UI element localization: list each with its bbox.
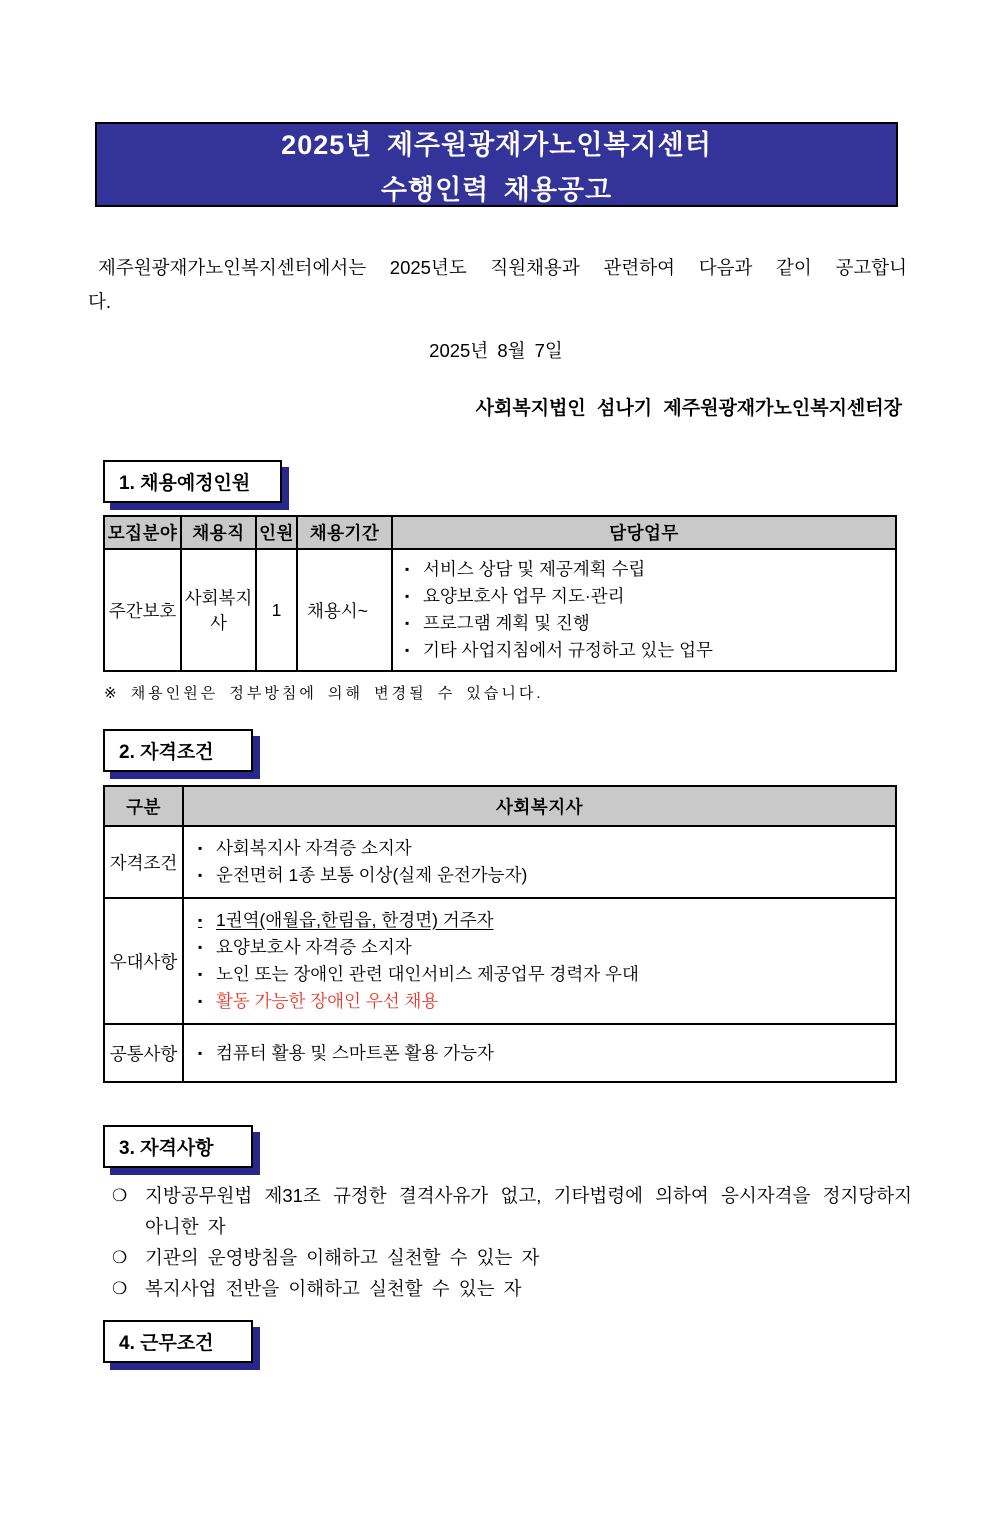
recruit-table-header-row [104,516,896,549]
qual-item-text: 1권역(애월읍,한림읍, 한경면) 거주자 [216,910,494,930]
circle-bullet-icon: ❍ [112,1186,128,1205]
eligibility-text: 복지사업 전반을 이해하고 실천할 수 있는 자 [145,1278,522,1299]
qualification-table [103,785,897,1083]
title-banner [95,122,898,207]
eligibility-list [112,1180,912,1304]
document-page [0,122,992,1525]
square-bullet-icon: ▪ [198,868,203,882]
col-header-count: 인원 [256,516,297,549]
qual-item [194,835,891,862]
intro-line-2: 다. [88,291,112,312]
row-label: 공통사항 [104,1024,183,1082]
circle-bullet-icon: ❍ [112,1248,128,1267]
qual-item [194,961,891,988]
intro-line-1: 제주원광재가노인복지센터에서는 2025년도 직원채용과 관련하여 다음과 같이 공고합니 [98,257,907,278]
square-bullet-icon: ▪ [198,940,203,954]
eligibility-item [112,1180,912,1242]
square-bullet-icon: ▪ [198,994,203,1008]
col-header-social-worker: 사회복지사 [183,786,896,826]
recruit-table-row [104,549,896,671]
col-header-period: 채용기간 [297,516,392,549]
title-line-2: 수행인력 채용공고 [380,174,613,205]
qual-item-highlighted [194,988,891,1015]
cell-duties [392,549,896,671]
qual-item [194,934,891,961]
row-label: 우대사항 [104,898,183,1024]
section-header-eligibility: 3. 자격사항 [103,1125,253,1168]
square-bullet-icon: ▪ [405,616,410,630]
square-bullet-icon: ▪ [405,643,410,657]
section-header-work-conditions: 4. 근무조건 [103,1320,253,1363]
qual-item-text: 사회복지사 자격증 소지자 [216,838,412,858]
qual-item-text: 요양보호사 자격증 소지자 [216,937,412,957]
cell-position: 사회복지사 [181,549,256,671]
col-header-duties: 담당업무 [392,516,896,549]
qual-item-underlined [194,907,891,934]
issuer-signature: 사회복지법인 섬나기 제주원광재가노인복지센터장 [475,398,902,419]
square-bullet-icon: ▪ [198,1045,203,1060]
duty-text: 요양보호사 업무 지도·관리 [423,586,625,606]
recruit-note: ※ 채용인원은 정부방침에 의해 변경될 수 있습니다. [104,685,544,702]
title-line-1: 2025년 제주원광재가노인복지센터 [281,129,712,160]
duty-item [401,637,891,664]
cell-field: 주간보호 [104,549,181,671]
qual-row-preferences [104,898,896,1024]
duty-item [401,610,891,637]
announcement-date: 2025년 8월 7일 [429,340,563,361]
qual-item-text: 컴퓨터 활용 및 스마트폰 활용 가능자 [216,1042,494,1063]
square-bullet-icon: ▪ [198,913,203,927]
row-label: 자격조건 [104,826,183,898]
duty-text: 프로그램 계획 및 진행 [423,613,590,633]
section-header-recruit-plan: 1. 채용예정인원 [103,460,282,503]
qual-item [194,1040,891,1067]
qual-item-text: 운전면허 1종 보통 이상(실제 운전가능자) [216,865,528,885]
square-bullet-icon: ▪ [405,562,410,576]
col-header-field: 모집분야 [104,516,181,549]
qual-item-text-red: 활동 가능한 장애인 우선 채용 [216,991,439,1011]
col-header-category: 구분 [104,786,183,826]
cell-count: 1 [256,549,297,671]
row-items [183,1024,896,1082]
eligibility-text: 지방공무원법 제31조 규정한 결격사유가 없고, 기타법령에 의하여 응시자격을 정지당하지 아니한 자 [145,1185,912,1237]
eligibility-text: 기관의 운영방침을 이해하고 실천할 수 있는 자 [145,1247,540,1268]
qual-item [194,862,891,889]
square-bullet-icon: ▪ [198,967,203,981]
qual-item-text: 노인 또는 장애인 관련 대인서비스 제공업무 경력자 우대 [216,964,639,984]
circle-bullet-icon: ❍ [112,1279,128,1298]
qual-table-header-row [104,786,896,826]
section-header-qualifications: 2. 자격조건 [103,729,253,772]
cell-period: 채용시~ [297,549,392,671]
duty-item [401,556,891,583]
eligibility-item [112,1242,912,1273]
eligibility-item [112,1273,912,1304]
recruit-table [103,515,897,672]
duty-item [401,583,891,610]
qual-row-common [104,1024,896,1082]
qual-row-requirements [104,826,896,898]
square-bullet-icon: ▪ [405,589,410,603]
duty-text: 서비스 상담 및 제공계획 수립 [423,559,646,579]
row-items [183,898,896,1024]
col-header-position: 채용직 [181,516,256,549]
intro-paragraph [88,251,907,319]
row-items [183,826,896,898]
square-bullet-icon: ▪ [198,841,203,855]
duty-text: 기타 사업지침에서 규정하고 있는 업무 [423,640,713,660]
